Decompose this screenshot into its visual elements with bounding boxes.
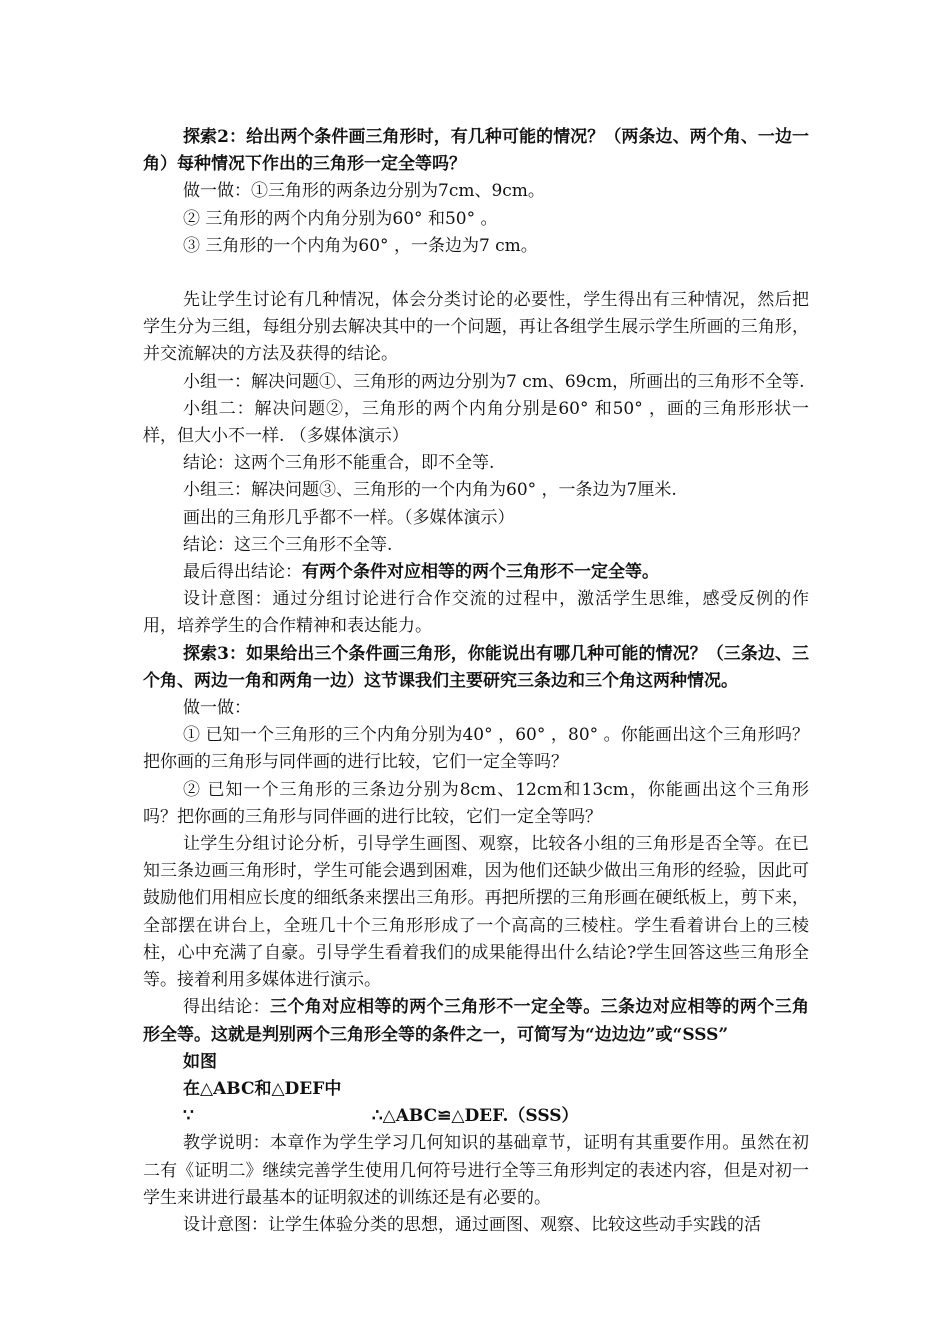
explore2-item2: ② 三角形的两个内角分别为60° 和50° 。: [183, 208, 498, 229]
final-conclusion-prefix: 最后得出结论：: [183, 562, 302, 583]
sss-conclusion: [143, 994, 809, 1048]
sss-conclusion-prefix: 得出结论：: [183, 997, 270, 1018]
group3-drawing: 画出的三角形几乎都不一样。（多媒体演示）: [183, 507, 515, 528]
conclusion-3: 结论：这三个三角形不全等.: [183, 534, 393, 555]
explore3-item2: ② 已知一个三角形的三条边分别为8cm、12cm和13cm，你能画出这个三角形吗？把你画的三角形与同伴画的进行比较，它们一定全等吗？: [143, 779, 809, 827]
sss-conclusion-bold: 三个角对应相等的两个三角形不一定全等。三条边对应相等的两个三角形全等。这就是判别两个三角形全等的条件之一，可简写为“边边边”或“SSS”: [143, 997, 809, 1045]
explore2-doit: 做一做：①三角形的两条边分别为7cm、9cm。: [183, 181, 545, 202]
teaching-note: 教学说明：本章作为学生学习几何知识的基础章节，证明有其重要作用。虽然在初二有《证明二》继续完善学生使用几何符号进行全等三角形判定的表述内容，但是对初一学生来讲进行最基本的证明叙述的训练还是有必要的。: [143, 1133, 809, 1208]
final-conclusion: [143, 559, 809, 586]
explore3-item1: ① 已知一个三角形的三个内角分别为40° ，60° ，80° 。你能画出这个三角形吗？把你画的三角形与同伴画的进行比较，它们一定全等吗？: [143, 725, 809, 773]
explore2-title: 探索2：给出两个条件画三角形时，有几种可能的情况？（两条边、两个角、一边一角）每种情况下作出的三角形一定全等吗？: [143, 127, 809, 175]
therefore-statement: ∴△ABC≌△DEF.（SSS）: [371, 1106, 579, 1127]
proof-triangles: 在△ABC和△DEF中: [183, 1078, 342, 1099]
discussion-intro: 先让学生讨论有几种情况，体会分类讨论的必要性，学生得出有三种情况，然后把学生分为三组，每组分别去解决其中的一个问题，再让各组学生展示学生所画的三角形，并交流解决的方法及获得的结论。: [143, 290, 809, 365]
design-intent-1: 设计意图：通过分组讨论进行合作交流的过程中，激活学生思维，感受反例的作用，培养学生的合作精神和表达能力。: [143, 589, 809, 637]
group1-result: 小组一：解决问题①、三角形的两边分别为7 cm、69cm，所画出的三角形不全等.: [183, 371, 805, 392]
proof-line: [143, 1103, 809, 1130]
because-symbol: ∵: [183, 1106, 194, 1127]
figure-label: 如图: [183, 1051, 217, 1072]
group3-result: 小组三：解决问题③、三角形的一个内角为60° ，一条边为7厘米.: [183, 480, 677, 501]
explore3-analysis: 让学生分组讨论分析，引导学生画图、观察，比较各小组的三角形是否全等。在已知三条边画三角形时，学生可能会遇到困难，因为他们还缺少做出三角形的经验，因此可鼓励他们用相应长度的细纸条来摆出三角形。再把所摆的三角形画在硬纸板上，剪下来，全部摆在讲台上，全班几十个三角形形成了一个高高的三棱柱。学生看着讲台上的三棱柱，心中充满了自豪。引导学生看着我们的成果能得出什么结论?学生回答这些三角形全等。接着利用多媒体进行演示。: [143, 834, 809, 991]
design-intent-2: 设计意图：让学生体验分类的思想，通过画图、观察、比较这些动手实践的活: [183, 1214, 761, 1235]
explore3-doit: 做一做：: [183, 698, 251, 719]
document-page: [143, 124, 809, 1239]
final-conclusion-bold: 有两个条件对应相等的两个三角形不一定全等。: [302, 562, 659, 583]
explore3-title: 探索3：如果给出三个条件画三角形，你能说出有哪几种可能的情况？（三条边、三个角、两边一角和两角一边）这节课我们主要研究三条边和三个角这两种情况。: [143, 643, 809, 691]
explore2-item3: ③ 三角形的一个内角为60° ，一条边为7 cm。: [183, 235, 538, 256]
conclusion-2: 结论：这两个三角形不能重合，即不全等.: [183, 453, 495, 474]
group2-result: 小组二：解决问题②，三角形的两个内角分别是60° 和50° ，画的三角形形状一样，但大小不一样. （多媒体演示）: [143, 398, 809, 447]
